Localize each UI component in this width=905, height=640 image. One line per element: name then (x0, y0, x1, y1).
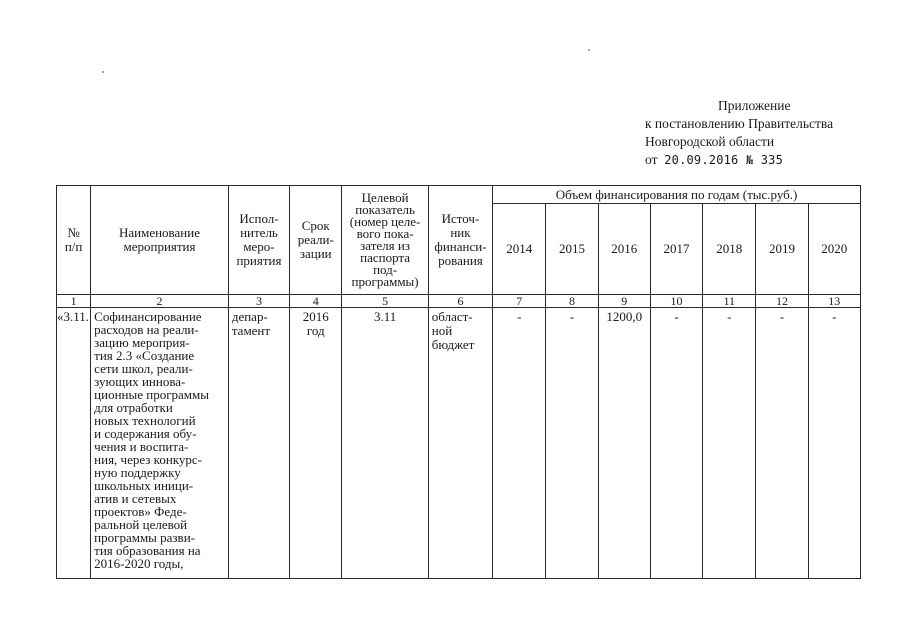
header-year: 2016 (598, 204, 650, 295)
text-line: новых технологий (94, 413, 196, 428)
text-line: ной (431, 323, 453, 338)
row-year-value: - (703, 308, 756, 579)
row-executor (228, 308, 289, 579)
row-year-value: - (808, 308, 860, 579)
text-line: и содержания обу- (94, 426, 197, 441)
row-year-value: - (756, 308, 808, 579)
text-line: проектов» Феде- (94, 504, 187, 519)
column-number: 3 (228, 295, 289, 308)
text-line: рования (438, 253, 483, 268)
text-line: приятия (236, 253, 282, 268)
column-number: 4 (290, 295, 342, 308)
text-line: тия 2.3 «Создание (94, 348, 195, 363)
column-number: 9 (598, 295, 650, 308)
text-line: зацию мероприя- (94, 335, 190, 350)
date-prefix: от (645, 152, 658, 167)
text-line: Испол- (239, 211, 279, 226)
text-line: бюджет (431, 337, 475, 352)
text-line: Целевой (361, 190, 409, 205)
appendix-region-line: Новгородской области (645, 134, 775, 149)
column-number: 2 (91, 295, 229, 308)
appendix-title: Приложение (718, 98, 791, 113)
appendix-decree-line: к постановлению Правительства (645, 116, 834, 131)
text-line: Срок (301, 218, 330, 233)
text-line: 2016 (302, 309, 329, 324)
header-year: 2020 (808, 204, 860, 295)
row-year-value: - (650, 308, 702, 579)
scan-speck (588, 49, 590, 51)
text-line: ральной целевой (94, 517, 188, 532)
text-line: школьных иници- (94, 478, 194, 493)
scan-speck (102, 71, 104, 73)
header-year: 2014 (493, 204, 546, 295)
text-line: чения и воспита- (94, 439, 189, 454)
row-num: «3.11. (57, 308, 91, 579)
row-source (428, 308, 492, 579)
header-deadline (290, 186, 342, 295)
text-line: област- (431, 309, 473, 324)
header-year: 2015 (546, 204, 598, 295)
header-executor (228, 186, 289, 295)
text-line: вого пока- (356, 226, 414, 241)
text-line: сети школ, реали- (94, 361, 193, 376)
text-line: мероприятия (123, 239, 196, 254)
text-line: тия образования на (94, 543, 201, 558)
row-year-value: - (493, 308, 546, 579)
text-line: финанси- (434, 239, 487, 254)
text-line: 2016-2020 годы, (94, 556, 184, 571)
appendix-header (645, 97, 875, 169)
column-number: 1 (57, 295, 91, 308)
table-row (57, 308, 861, 579)
text-line: № (67, 225, 80, 240)
text-line: зации (299, 246, 332, 261)
text-line: Наименование (118, 225, 200, 240)
text-line: Софинансирование (94, 309, 202, 324)
column-number: 13 (808, 295, 860, 308)
text-line: ния, через конкурс- (94, 452, 203, 467)
text-line: зующих иннова- (94, 374, 186, 389)
row-year-value: - (546, 308, 598, 579)
header-funding-group: Объем финансирования по годам (тыс.руб.) (493, 186, 861, 204)
appendix-date-line (645, 151, 875, 169)
column-number: 12 (756, 295, 808, 308)
row-year-value: 1200,0 (598, 308, 650, 579)
header-num (57, 186, 91, 295)
text-line: тамент (231, 323, 271, 338)
header-name (91, 186, 229, 295)
header-year: 2018 (703, 204, 756, 295)
row-indicator: 3.11 (342, 308, 428, 579)
text-line: Источ- (441, 211, 480, 226)
text-line: паспорта (360, 250, 411, 265)
date-stamp: 20.09.2016 № 335 (664, 153, 784, 167)
column-number: 11 (703, 295, 756, 308)
header-source (428, 186, 492, 295)
text-line: показатель (355, 202, 415, 217)
text-line: под- (373, 262, 398, 277)
text-line: депар- (231, 309, 268, 324)
text-line: реали- (297, 232, 334, 247)
text-line: (номер целе- (349, 214, 421, 229)
text-line: программы) (351, 274, 419, 289)
column-number: 7 (493, 295, 546, 308)
row-deadline (290, 308, 342, 579)
text-line: год (306, 323, 325, 338)
text-line: ную поддержку (94, 465, 181, 480)
column-number: 10 (650, 295, 702, 308)
text-line: ционные программы (94, 387, 209, 402)
header-indicator (342, 186, 428, 295)
column-number: 5 (342, 295, 428, 308)
text-line: нитель (240, 225, 278, 240)
text-line: меро- (243, 239, 275, 254)
column-number: 8 (546, 295, 598, 308)
funding-table (56, 185, 861, 579)
header-year: 2017 (650, 204, 702, 295)
text-line: п/п (64, 239, 83, 254)
header-year: 2019 (756, 204, 808, 295)
text-line: зателя из (360, 238, 410, 253)
text-line: программы разви- (94, 530, 195, 545)
text-line: для отработки (94, 400, 173, 415)
text-line: атив и сетевых (94, 491, 177, 506)
row-name (91, 308, 229, 579)
text-line: расходов на реали- (94, 322, 199, 337)
text-line: ник (450, 225, 471, 240)
column-number: 6 (428, 295, 492, 308)
